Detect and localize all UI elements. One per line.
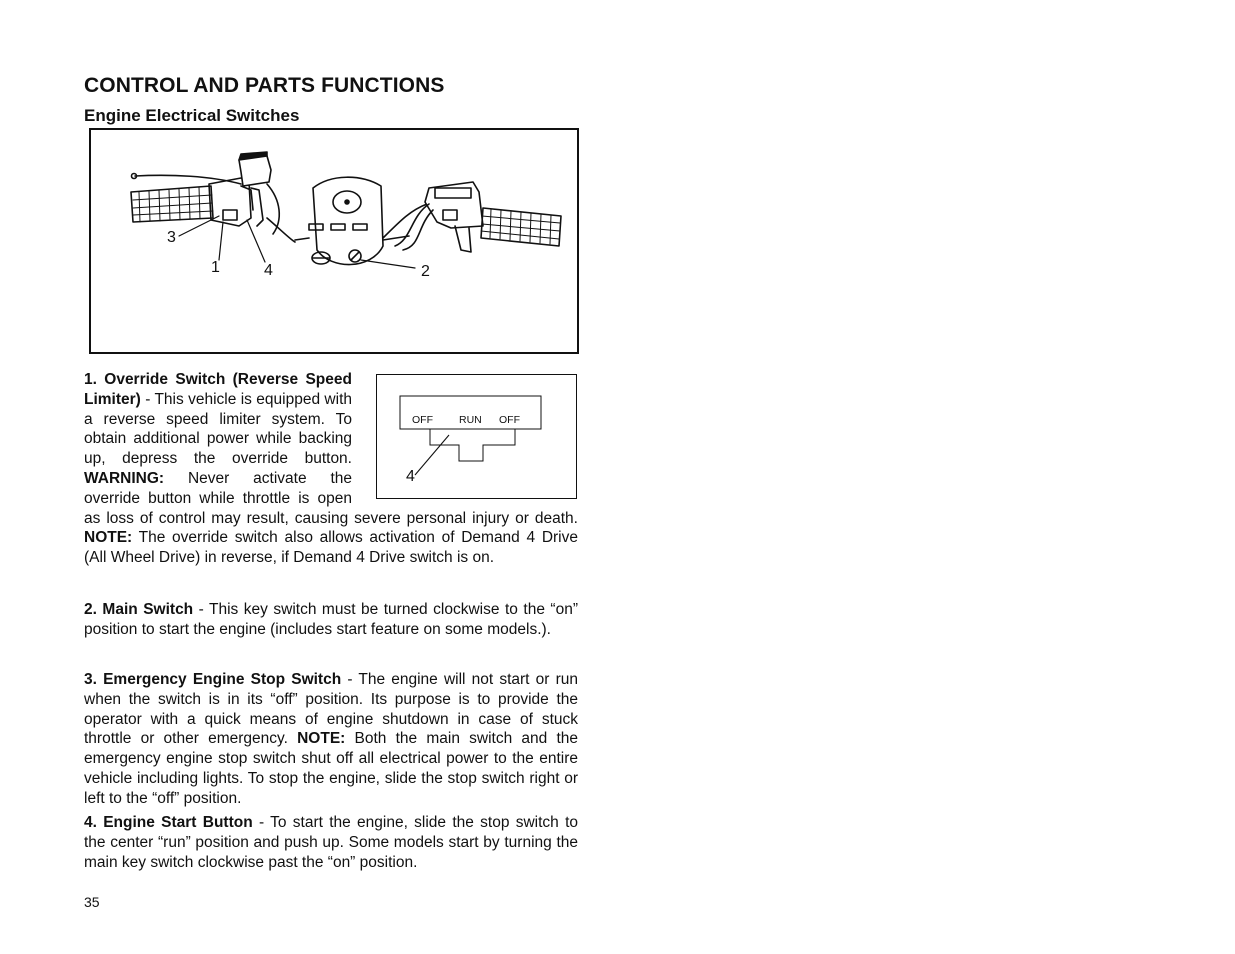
handlebar-illustration — [89, 128, 579, 354]
emergency-stop-heading: 3. Emergency Engine Stop Switch — [84, 671, 342, 688]
override-note-label: NOTE: — [84, 529, 133, 547]
main-switch-heading: 2. Main Switch — [84, 601, 194, 618]
override-switch-paragraph — [84, 370, 578, 568]
inset-callout-4: 4 — [406, 468, 415, 485]
page-number: 35 — [84, 894, 100, 910]
switch-label-off-right: OFF — [499, 414, 520, 426]
emergency-stop-text-2: Both the main switch and the emergency engine stop switch shut off all electrical power to the entire vehicle including lights. To stop the engine, slide the stop switch right or left to the “off” position. — [84, 730, 578, 807]
switch-label-off-left: OFF — [412, 414, 433, 426]
callout-3: 3 — [167, 229, 176, 246]
section-subtitle: Engine Electrical Switches — [84, 106, 300, 125]
handlebar-drawing — [91, 130, 577, 352]
override-switch-text-1: - This vehicle is equipped with a reverse speed limiter system. To obtain additional power while backing up, depress the override button. — [84, 390, 352, 468]
override-switch-heading: 1. Override Switch (Reverse Speed Limiter) — [84, 371, 352, 408]
override-switch-text-3: The override switch also allows activation of Demand 4 Drive (All Wheel Drive) in reverse, if Demand 4 Drive switch is on. — [84, 529, 578, 567]
override-switch-text-2: Never activate the override button while throttle is open as loss of control may result, causing severe personal injury or death. — [84, 469, 578, 527]
emergency-stop-note-label: NOTE: — [297, 730, 346, 748]
start-button-text: - To start the engine, slide the stop switch to the center “run” position and push up. Some models start by turning the main key switch clockwise past the “on” position. — [84, 814, 579, 871]
switch-label-run: RUN — [459, 414, 482, 426]
main-switch-paragraph — [84, 600, 578, 640]
emergency-stop-text-1: - The engine will not start or run when the switch is in its “off” position. Its purpose is to provide the operator with a quick means of engine shutdown in case of stuck throttle or other emergency. — [84, 671, 578, 748]
emergency-stop-paragraph — [84, 670, 578, 809]
start-button-paragraph — [84, 813, 578, 872]
override-warning-label: WARNING: — [84, 469, 165, 487]
callout-1: 1 — [211, 259, 220, 276]
callout-4: 4 — [264, 262, 273, 279]
page-title: CONTROL AND PARTS FUNCTIONS — [84, 74, 445, 97]
callout-2: 2 — [421, 263, 430, 280]
start-button-heading: 4. Engine Start Button — [84, 814, 253, 831]
main-switch-text: - This key switch must be turned clockwise to the “on” position to start the engine (includes start feature on some models.). — [84, 601, 578, 638]
